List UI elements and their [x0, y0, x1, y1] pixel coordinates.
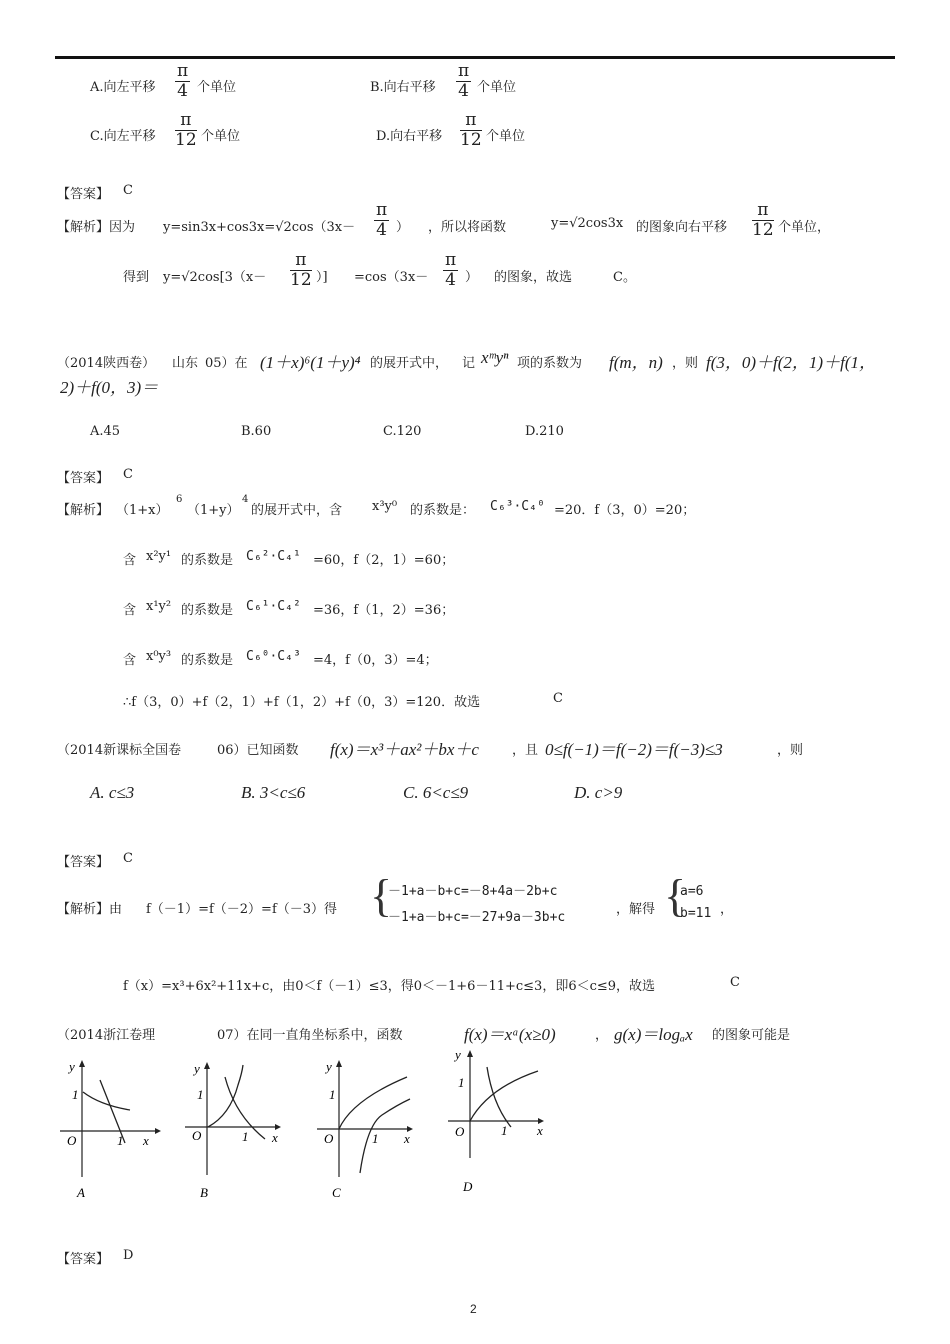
- question-text: 项的系数为: [517, 356, 583, 371]
- graph-option-b: [180, 1055, 290, 1205]
- left-brace-icon: {: [370, 870, 393, 921]
- analysis-text: =60，f（2，1）=60；: [313, 553, 455, 568]
- question-number: 06）已知函数: [217, 743, 299, 758]
- question-expr: f(x)＝xᵃ(x≥0): [464, 1025, 556, 1044]
- analysis-text: 含: [123, 653, 137, 668]
- question-header: （2014浙江卷理: [57, 1028, 156, 1043]
- question-text: ，且: [512, 743, 539, 758]
- header-rule: [55, 56, 895, 59]
- tick-label: 1: [242, 1129, 249, 1144]
- analysis-conclusion: f（x）=x³+6x²+11x+c，由0＜f（－1）≤3，得0＜－1+6－11+c≤3，即6＜c≤9，故选: [123, 979, 656, 994]
- analysis-text: ，: [720, 902, 734, 917]
- analysis-answer: C。: [613, 270, 636, 285]
- question-expr: f(3，0)＋f(2，1)＋f(1，: [706, 353, 876, 372]
- option-b: B. 3<c≤6: [241, 783, 306, 802]
- analysis-answer: C: [553, 691, 563, 706]
- graph-option-d: [443, 1043, 553, 1203]
- graph-option-c: [312, 1055, 422, 1205]
- question-source: 山东: [172, 356, 199, 371]
- option-a: A. c≤3: [90, 783, 135, 802]
- analysis-text: 含: [123, 603, 137, 618]
- graph-label: B: [200, 1185, 208, 1200]
- combination-expr: C₆⁰·C₄³: [246, 649, 301, 664]
- analysis-text: 含: [123, 553, 137, 568]
- axis-x-label: x: [272, 1130, 278, 1145]
- option-c-text: C.向左平移: [90, 129, 156, 144]
- question-expr: 0≤f(−1)＝f(−2)＝f(−3)≤3: [545, 740, 723, 759]
- axis-y-label: y: [455, 1047, 461, 1062]
- fraction-pi-4: $\frac{\pi}{4}$: [177, 61, 189, 101]
- graph-label: C: [332, 1185, 341, 1200]
- option-b: B.60: [241, 424, 272, 439]
- answer-value: C: [123, 183, 133, 198]
- fraction-pi-12: $\frac{\pi}{12}$: [752, 200, 774, 240]
- option-d-text: D.向右平移: [376, 129, 443, 144]
- analysis-text: 个单位，: [778, 220, 831, 235]
- graph-option-a: [55, 1055, 165, 1205]
- question-text: 的展开式中，: [370, 356, 449, 371]
- question-text: ，则: [672, 356, 699, 371]
- origin-label: O: [67, 1133, 77, 1148]
- analysis-expr: x¹y²: [146, 599, 172, 614]
- analysis-text: ，解得: [616, 902, 656, 917]
- option-d: D. c>9: [574, 783, 623, 802]
- analysis-expr: x²y¹: [146, 549, 172, 564]
- tick-label: 1: [501, 1123, 508, 1138]
- question-text: 记: [462, 356, 476, 371]
- analysis-expr: y=√2cos3x: [551, 216, 624, 231]
- question-expr: f(m，n): [609, 353, 663, 372]
- analysis-text: ，所以将函数: [428, 220, 507, 235]
- combination-expr: C₆¹·C₄²: [246, 599, 301, 614]
- analysis-conclusion: ∴f（3，0）+f（2，1）+f（1，2）+f（0，3）=120．故选: [123, 695, 481, 710]
- answer-value: C: [123, 851, 133, 866]
- fraction-pi-4: $\frac{\pi}{4}$: [376, 200, 388, 240]
- question-number: 07）在同一直角坐标系中，函数: [217, 1028, 403, 1043]
- analysis-text: （1+y）: [187, 503, 240, 518]
- answer-label: 【答案】: [57, 1252, 110, 1267]
- question-expr: 2)＋f(0，3)＝: [60, 378, 159, 397]
- question-header: （2014新课标全国卷: [57, 743, 182, 758]
- graph-label: D: [463, 1179, 473, 1194]
- answer-label: 【答案】: [57, 855, 110, 870]
- analysis-expr: =cos（3x－: [354, 270, 429, 285]
- axis-x-label: x: [404, 1131, 410, 1146]
- answer-value: C: [123, 467, 133, 482]
- graph-label: A: [77, 1185, 85, 1200]
- question-number: 05）在: [205, 356, 248, 371]
- analysis-text: 的系数是：: [410, 503, 476, 518]
- paren-close: ）: [396, 220, 410, 235]
- fraction-pi-12: $\frac{\pi}{12}$: [175, 110, 197, 150]
- option-b-text: B.向右平移: [370, 80, 436, 95]
- tick-label: 1: [117, 1133, 124, 1148]
- analysis-text: 得到: [123, 270, 150, 285]
- origin-label: O: [192, 1128, 202, 1143]
- axis-x-label: x: [143, 1133, 149, 1148]
- analysis-text: 的系数是: [181, 603, 234, 618]
- analysis-text: 的图象向右平移: [636, 220, 728, 235]
- option-d-tail: 个单位: [486, 129, 526, 144]
- superscript: 4: [242, 494, 249, 505]
- analysis-label: 【解析】由: [57, 902, 123, 917]
- option-c: C. 6<c≤9: [403, 783, 469, 802]
- question-expr: g(x)＝logₐx: [614, 1025, 693, 1044]
- combination-expr: C₆²·C₄¹: [246, 549, 301, 564]
- analysis-text: 的系数是: [181, 553, 234, 568]
- analysis-answer: C: [730, 975, 740, 990]
- option-c-tail: 个单位: [201, 129, 241, 144]
- question-expr: f(x)＝x³＋ax²＋bx＋c: [330, 740, 479, 759]
- analysis-label: 【解析】: [57, 503, 110, 518]
- option-a-tail: 个单位: [197, 80, 237, 95]
- analysis-expr: y=√2cos[3（x－: [163, 270, 267, 285]
- tick-label: 1: [72, 1087, 79, 1102]
- analysis-text: 的系数是: [181, 653, 234, 668]
- answer-value: D: [123, 1248, 134, 1263]
- equation-system-row: －1+a－b+c=－8+4a－2b+c: [388, 884, 558, 899]
- fraction-pi-12: $\frac{\pi}{12}$: [290, 250, 312, 290]
- superscript: 6: [176, 494, 183, 505]
- analysis-expr: x³y⁰: [372, 499, 398, 514]
- tick-label: 1: [458, 1075, 465, 1090]
- answer-label: 【答案】: [57, 187, 110, 202]
- analysis-text: f（－1）=f（－2）=f（－3）得: [146, 902, 338, 917]
- analysis-text: =4，f（0，3）=4；: [313, 653, 438, 668]
- axis-x-label: x: [537, 1123, 543, 1138]
- solution-row: a=6: [680, 884, 704, 899]
- axis-y-label: y: [69, 1059, 75, 1074]
- fraction-pi-4: $\frac{\pi}{4}$: [458, 61, 470, 101]
- tick-label: 1: [329, 1087, 336, 1102]
- analysis-label: 【解析】因为: [57, 220, 136, 235]
- question-expr: (1＋x)⁶(1＋y)⁴: [260, 353, 361, 372]
- paren-close: ）: [465, 270, 479, 285]
- option-b-tail: 个单位: [477, 80, 517, 95]
- fraction-pi-4: $\frac{\pi}{4}$: [445, 250, 457, 290]
- left-brace-icon: {: [664, 870, 687, 921]
- analysis-expr: y=sin3x+cos3x=√2cos（3x－: [163, 220, 356, 235]
- analysis-text: =20．f（3，0）=20；: [554, 503, 696, 518]
- fraction-pi-12: $\frac{\pi}{12}$: [460, 110, 482, 150]
- question-text: ，则: [777, 743, 804, 758]
- page-number: 2: [470, 1302, 477, 1316]
- analysis-text: =36，f（1，2）=36；: [313, 603, 455, 618]
- analysis-text: 的展开式中，含: [251, 503, 343, 518]
- analysis-expr: x⁰y³: [146, 649, 172, 664]
- option-a-text: A.向左平移: [90, 80, 156, 95]
- question-header: （2014陕西卷）: [57, 356, 156, 371]
- axis-y-label: y: [326, 1059, 332, 1074]
- equation-system-row: －1+a－b+c=－27+9a－3b+c: [388, 910, 566, 925]
- question-expr: xᵐyⁿ: [481, 348, 509, 367]
- solution-row: b=11: [680, 906, 712, 921]
- origin-label: O: [324, 1131, 334, 1146]
- origin-label: O: [455, 1124, 465, 1139]
- paren-close: ）]: [316, 270, 328, 285]
- combination-expr: C₆³·C₄⁰: [490, 499, 545, 514]
- tick-label: 1: [372, 1131, 379, 1146]
- tick-label: 1: [197, 1087, 204, 1102]
- axis-y-label: y: [194, 1061, 200, 1076]
- question-text: 的图象可能是: [712, 1028, 791, 1043]
- option-c: C.120: [383, 424, 422, 439]
- analysis-text: 的图象，故选: [494, 270, 573, 285]
- option-a: A.45: [90, 424, 121, 439]
- question-text: ，: [595, 1028, 609, 1043]
- answer-label: 【答案】: [57, 471, 110, 486]
- analysis-text: （1+x）: [116, 503, 169, 518]
- option-d: D.210: [525, 424, 564, 439]
